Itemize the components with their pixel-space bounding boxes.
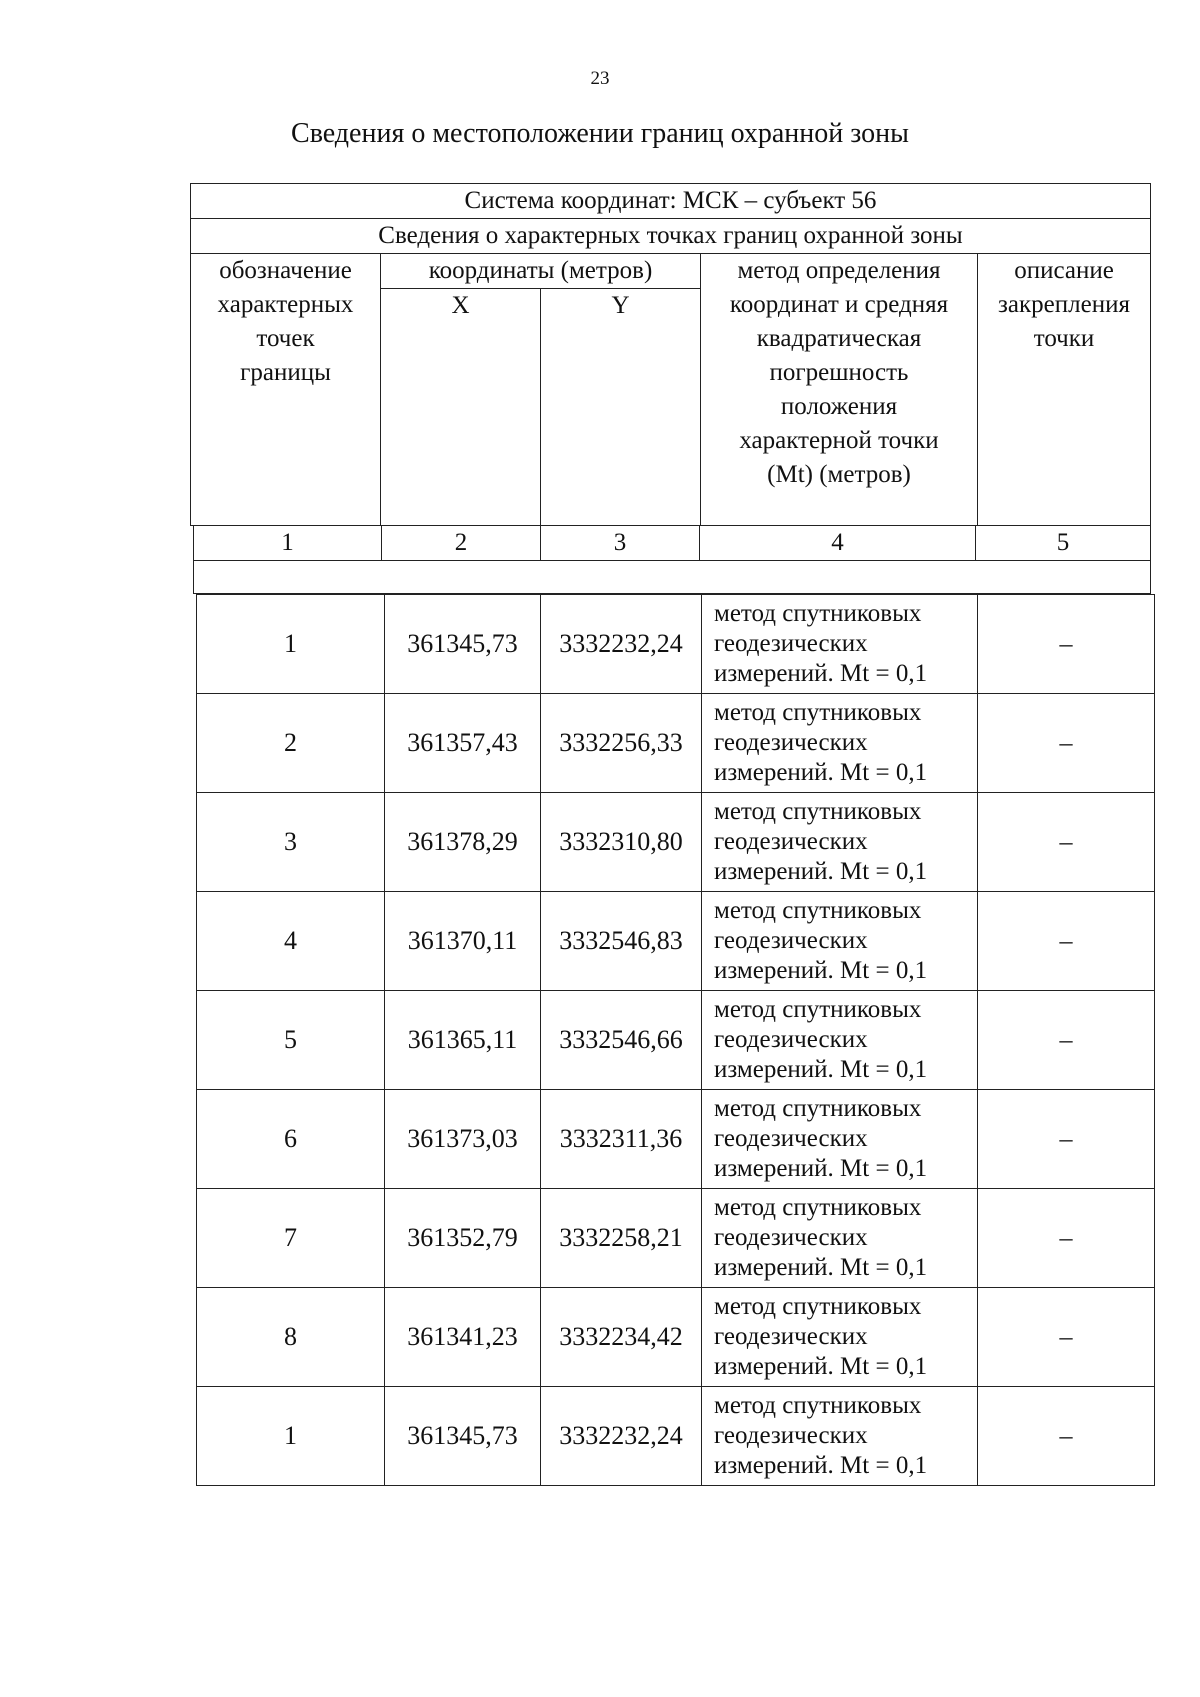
table-row [197,991,1155,1090]
table-subtitle: Сведения о характерных точках границ охранной зоны [191,219,1151,254]
y-coordinate: 3332310,80 [541,793,702,892]
header-line: закрепления [998,291,1130,318]
x-coordinate: 361357,43 [385,694,541,793]
y-coordinate: 3332546,66 [541,991,702,1090]
point-description: – [978,694,1155,793]
header-line: точек [256,325,315,352]
point-description: – [978,892,1155,991]
header-line: характерной точки [739,427,939,454]
column-number: 4 [700,526,976,561]
header-line: метод определения [737,257,941,284]
y-coordinate: 3332258,21 [541,1189,702,1288]
table-row [197,694,1155,793]
point-number: 3 [197,793,385,892]
page-number: 23 [590,68,610,89]
method-line: метод спутниковых [714,798,922,825]
method-description [702,793,978,892]
table-row [197,892,1155,991]
x-coordinate: 361370,11 [385,892,541,991]
point-description: – [978,595,1155,694]
method-description [702,694,978,793]
method-description [702,1387,978,1486]
method-line: измерений. Mt = 0,1 [714,660,928,687]
point-number: 1 [197,595,385,694]
table-row [197,793,1155,892]
header-line: координат и средняя [729,291,949,318]
header-x: X [381,289,541,526]
point-description: – [978,1288,1155,1387]
method-line: геодезических [714,828,868,855]
point-number: 2 [197,694,385,793]
y-coordinate: 3332311,36 [541,1090,702,1189]
method-line: метод спутниковых [714,1293,922,1320]
method-line: измерений. Mt = 0,1 [714,1452,928,1479]
x-coordinate: 361341,23 [385,1288,541,1387]
x-coordinate: 361345,73 [385,595,541,694]
method-line: геодезических [714,1026,868,1053]
method-line: метод спутниковых [714,897,922,924]
method-description [702,991,978,1090]
method-line: измерений. Mt = 0,1 [714,1056,928,1083]
point-number: 7 [197,1189,385,1288]
header-line: границы [240,359,331,386]
header-line: погрешность [769,359,909,386]
point-number: 8 [197,1288,385,1387]
header-line: описание [1014,257,1114,284]
method-line: геодезических [714,1323,868,1350]
header-point-designation [191,254,381,526]
method-description [702,1288,978,1387]
table-header [190,183,1151,526]
x-coordinate: 361373,03 [385,1090,541,1189]
point-description: – [978,991,1155,1090]
point-number: 5 [197,991,385,1090]
x-coordinate: 361365,11 [385,991,541,1090]
method-description [702,1189,978,1288]
coordinate-system: Система координат: МСК – субъект 56 [191,184,1151,219]
document-title: Сведения о местоположении границ охранной зоны [291,118,909,149]
header-line: характерных [217,291,354,318]
header-method [701,254,978,526]
column-number: 5 [976,526,1151,561]
y-coordinate: 3332232,24 [541,595,702,694]
method-line: геодезических [714,630,868,657]
header-line: точки [1033,325,1095,352]
method-description [702,892,978,991]
method-line: геодезических [714,1224,868,1251]
column-number: 2 [382,526,541,561]
method-line: геодезических [714,1125,868,1152]
point-description: – [978,1189,1155,1288]
header-line: обозначение [219,257,352,284]
header-y: Y [541,289,701,526]
method-line: геодезических [714,729,868,756]
header-coordinates: координаты (метров) [381,254,701,289]
method-description [702,1090,978,1189]
method-line: метод спутниковых [714,600,922,627]
table-row [197,1288,1155,1387]
method-line: измерений. Mt = 0,1 [714,1155,928,1182]
method-line: измерений. Mt = 0,1 [714,1353,928,1380]
x-coordinate: 361352,79 [385,1189,541,1288]
column-number-table [193,525,1151,594]
x-coordinate: 361378,29 [385,793,541,892]
header-line: (Mt) (метров) [767,461,911,488]
header-line: положения [780,393,898,420]
header-line: квадратическая [756,325,922,352]
method-line: метод спутниковых [714,996,922,1023]
column-number: 3 [541,526,700,561]
header-description [978,254,1151,526]
point-description: – [978,1387,1155,1486]
point-number: 1 [197,1387,385,1486]
column-number: 1 [194,526,382,561]
y-coordinate: 3332256,33 [541,694,702,793]
table-row [197,595,1155,694]
method-line: метод спутниковых [714,699,922,726]
y-coordinate: 3332234,42 [541,1288,702,1387]
method-line: геодезических [714,1422,868,1449]
method-line: метод спутниковых [714,1095,922,1122]
y-coordinate: 3332232,24 [541,1387,702,1486]
method-line: метод спутниковых [714,1392,922,1419]
method-line: метод спутниковых [714,1194,922,1221]
method-line: измерений. Mt = 0,1 [714,957,928,984]
method-line: измерений. Mt = 0,1 [714,1254,928,1281]
x-coordinate: 361345,73 [385,1387,541,1486]
method-line: геодезических [714,927,868,954]
point-number: 4 [197,892,385,991]
table-row [197,1189,1155,1288]
table-row [197,1090,1155,1189]
coordinates-table [196,594,1155,1486]
point-number: 6 [197,1090,385,1189]
spacer-row [194,561,1151,594]
method-description [702,595,978,694]
point-description: – [978,1090,1155,1189]
method-line: измерений. Mt = 0,1 [714,858,928,885]
y-coordinate: 3332546,83 [541,892,702,991]
point-description: – [978,793,1155,892]
method-line: измерений. Mt = 0,1 [714,759,928,786]
table-row [197,1387,1155,1486]
